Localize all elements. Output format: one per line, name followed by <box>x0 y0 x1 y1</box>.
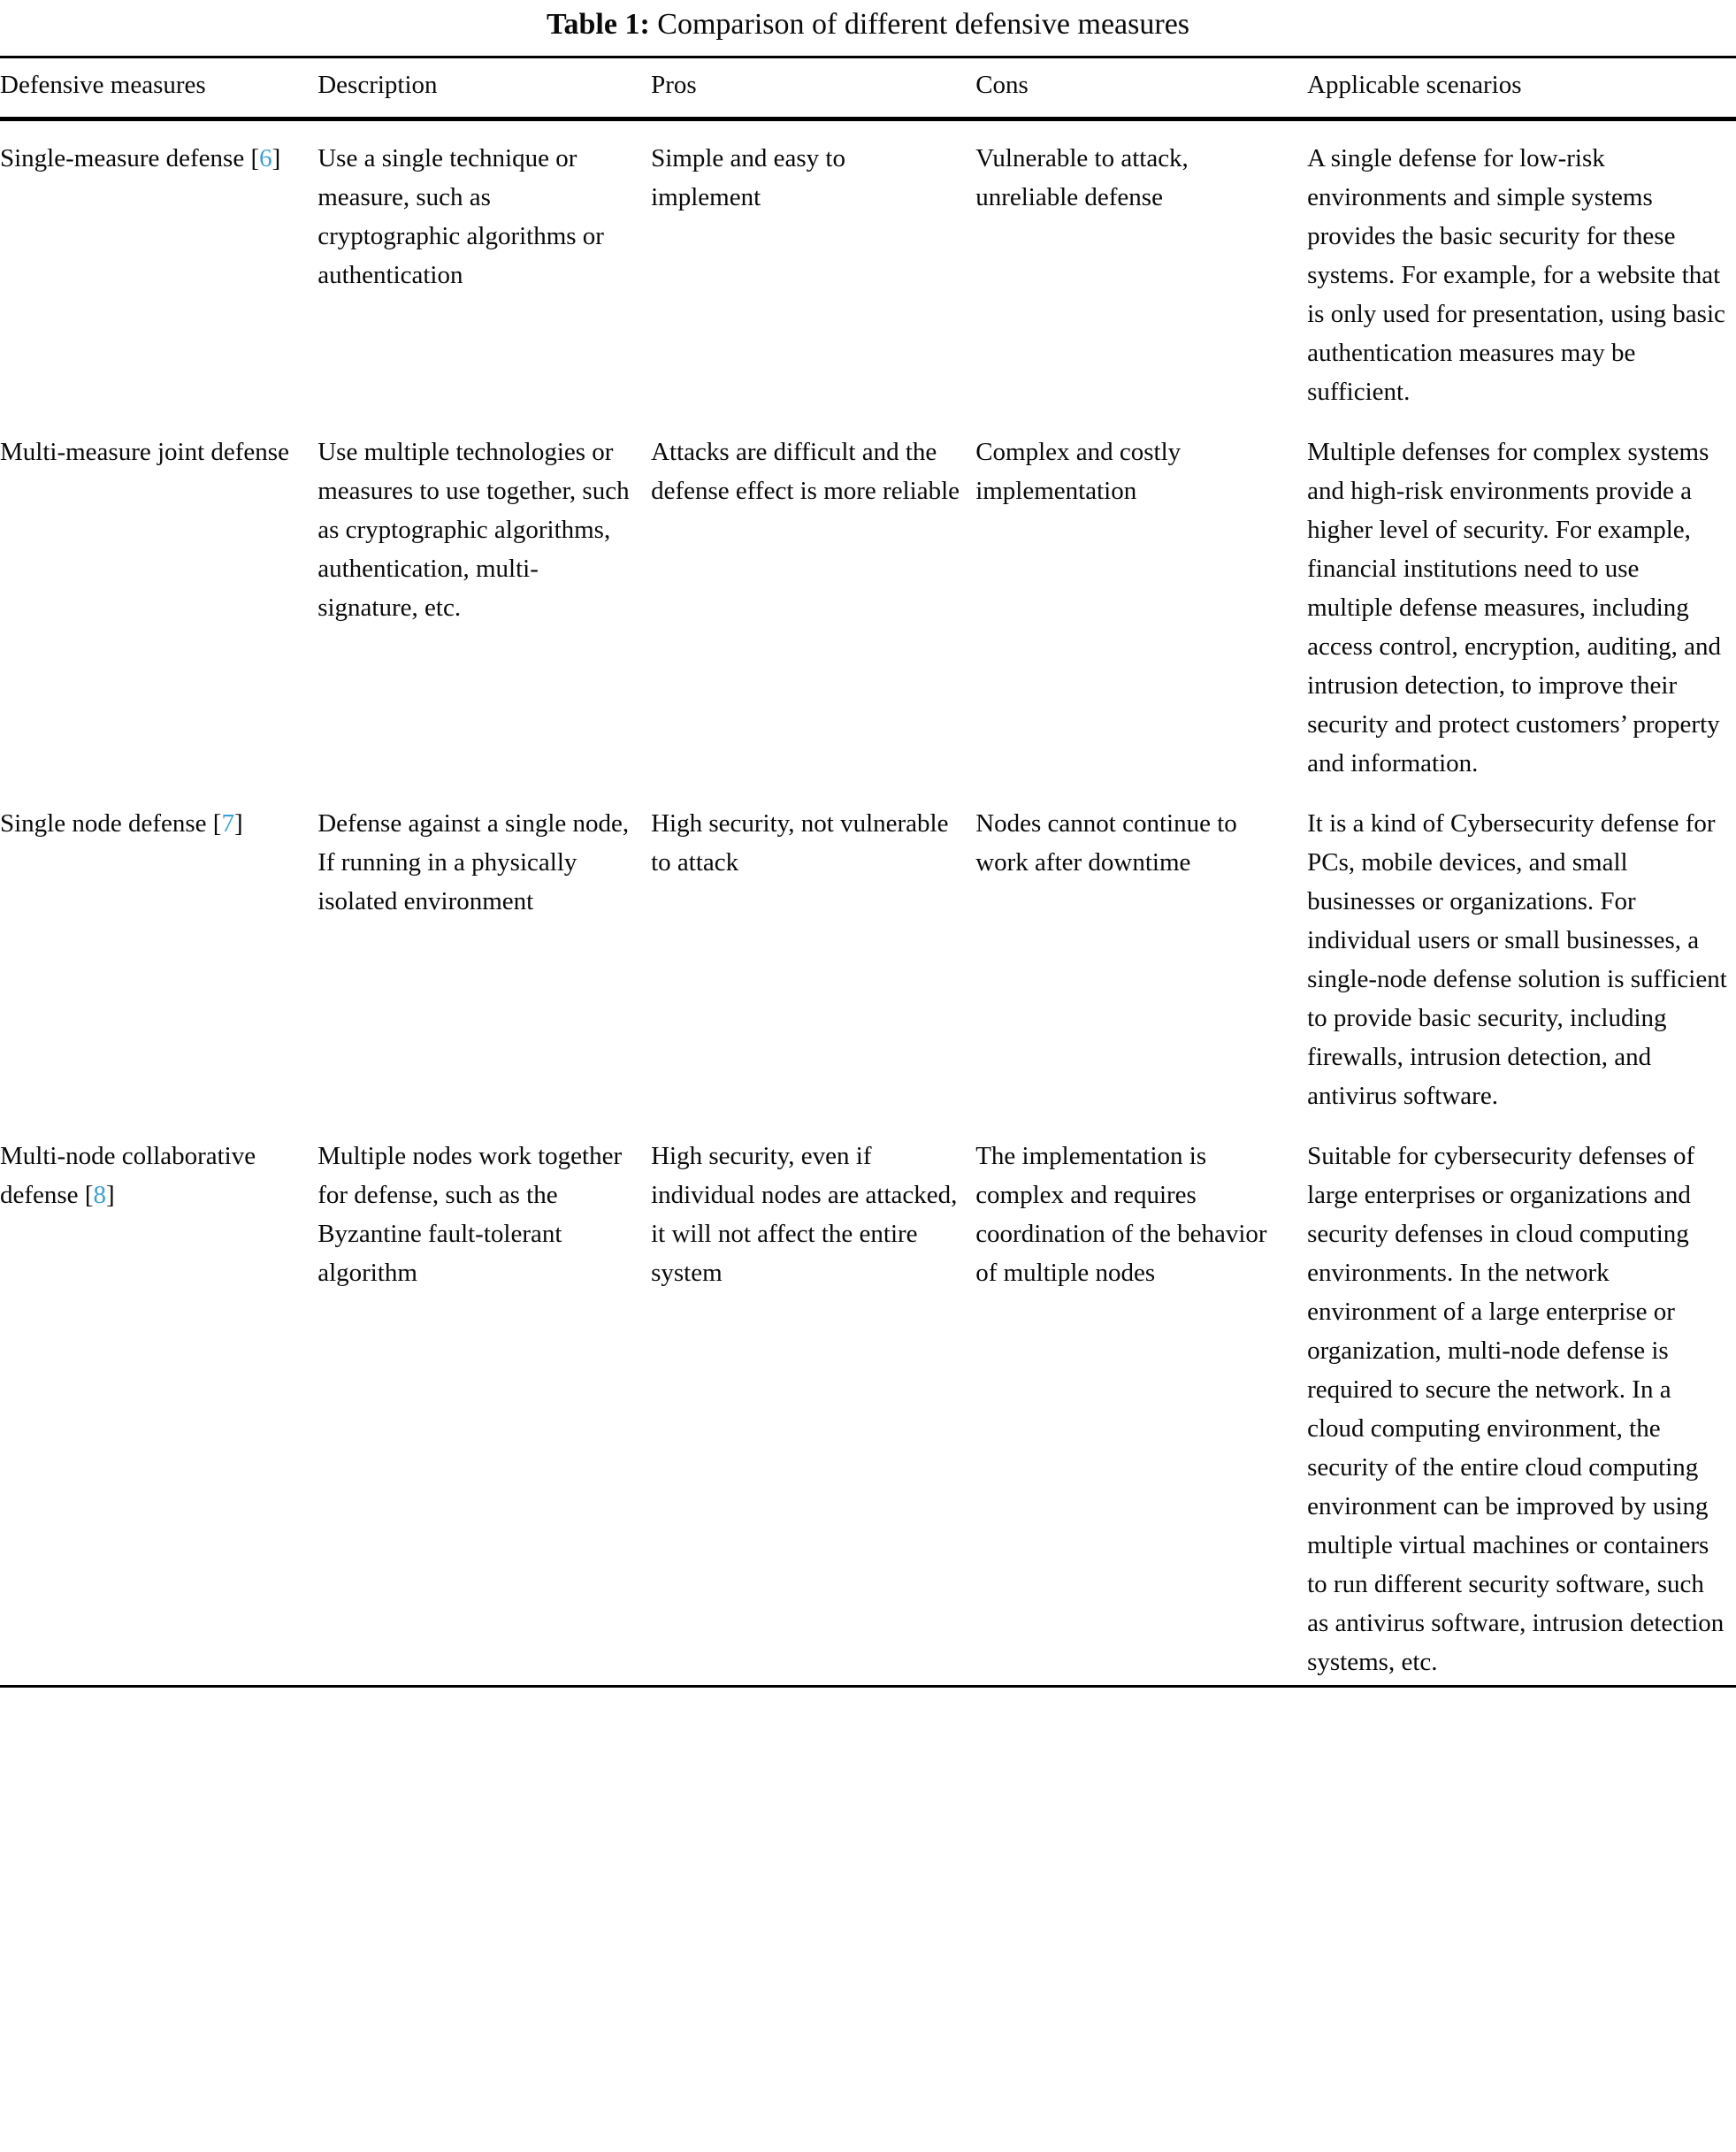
cell-applicable-scenarios: It is a kind of Cybersecurity defense for PCs, mobile devices, and small businesses or organizations. For individual users or small businesses, a single-node defense solution is sufficient to provide basic security, including firewalls, intrusion detection, and antivirus software. <box>1307 809 1727 1110</box>
table-row <box>0 786 1736 1119</box>
cell-pros: Attacks are difficult and the defense effect is more reliable <box>651 438 960 505</box>
cell-description: Use a single technique or measure, such as cryptographic algorithms or authentication <box>317 144 604 289</box>
defensive-measures-comparison-table <box>0 56 1736 1688</box>
cell-cons: The implementation is complex and requires coordination of the behavior of multiple nodes <box>975 1142 1267 1287</box>
cell-cons: Complex and costly implementation <box>975 438 1182 505</box>
table-caption-text: Comparison of different defensive measures <box>649 8 1190 41</box>
cell-applicable-scenarios: Multiple defenses for complex systems and high-risk environments provide a higher level of security. For example, financial institutions need to use multiple defense measures, including access control, encryption, auditing, and intrusion detection, to improve their security and protect customers’ property and information. <box>1307 438 1721 777</box>
table-row <box>0 415 1736 786</box>
table-caption-label: Table 1: <box>546 8 650 41</box>
cell-description: Defense against a single node, If running in a physically isolated environment <box>317 809 630 915</box>
cell-pros: High security, not vulnerable to attack <box>651 809 949 877</box>
table-row <box>0 119 1736 416</box>
cell-cons: Nodes cannot continue to work after downtime <box>975 809 1237 877</box>
cell-applicable-scenarios: Suitable for cybersecurity defenses of large enterprises or organizations and security defenses in cloud computing environments. In the network environment of a large enterprise or organization, multi-node defense is required to secure the network. In a cloud computing environment, the security of the entire cloud computing environment can be improved by using multiple virtual machines or containers to run different security software, such as antivirus software, intrusion detection systems, etc. <box>1307 1142 1725 1676</box>
cell-pros: Simple and easy to implement <box>651 144 845 211</box>
cell-cons: Vulnerable to attack, unreliable defense <box>975 144 1189 211</box>
col-header-applicable-scenarios: Applicable scenarios <box>1307 57 1736 119</box>
col-header-defensive-measures: Defensive measures <box>0 57 317 119</box>
header-row <box>0 57 1736 119</box>
col-header-pros: Pros <box>651 57 975 119</box>
cell-defensive-measure: Multi-measure joint defense <box>0 438 289 466</box>
cell-applicable-scenarios: A single defense for low-risk environments and simple systems provides the basic security for these systems. For example, for a website that is only used for presentation, using basic authentication measures may be sufficient. <box>1307 144 1725 406</box>
citation-link[interactable]: 6 <box>259 144 272 172</box>
cell-pros: High security, even if individual nodes are attacked, it will not affect the entire system <box>651 1142 958 1287</box>
citation-link[interactable]: 7 <box>221 809 234 838</box>
col-header-cons: Cons <box>975 57 1307 119</box>
col-header-description: Description <box>317 57 651 119</box>
table-row <box>0 1119 1736 1687</box>
cell-defensive-measure: Single node defense [7] <box>0 809 243 838</box>
cell-description: Multiple nodes work together for defense, such as the Byzantine fault-tolerant algorithm <box>317 1142 623 1287</box>
cell-description: Use multiple technologies or measures to use together, such as cryptographic algorithms, authentication, multi-signature, etc. <box>317 438 630 622</box>
cell-defensive-measure: Single-measure defense [6] <box>0 144 281 172</box>
cell-defensive-measure: Multi-node collaborative defense [8] <box>0 1142 256 1209</box>
table-caption <box>0 0 1736 56</box>
citation-link[interactable]: 8 <box>93 1181 106 1209</box>
